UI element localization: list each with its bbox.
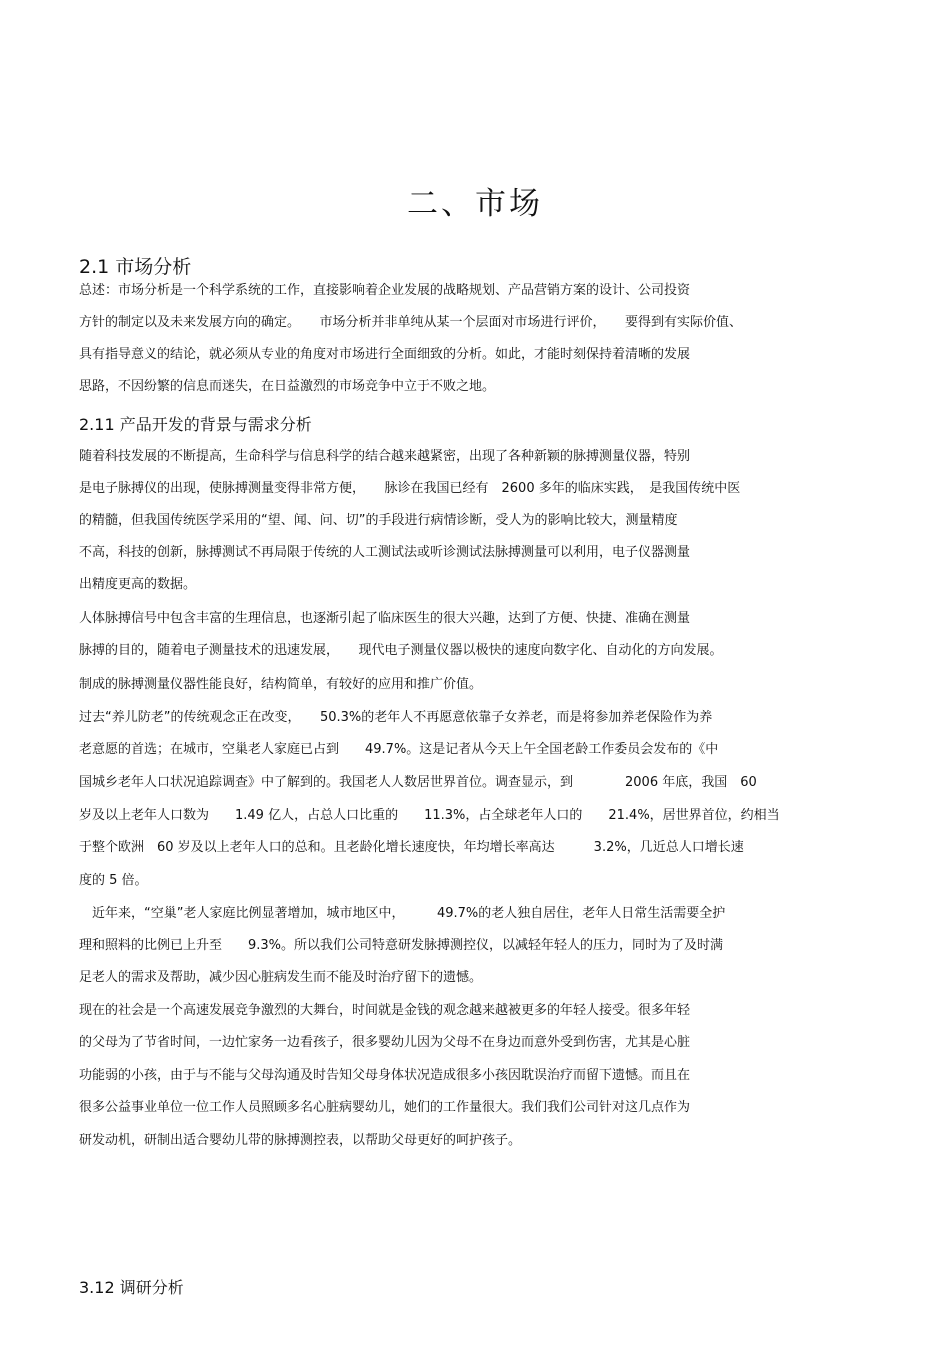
paragraph-line: 出精度更高的数据。 — [79, 577, 197, 592]
paragraph-line: 思路，不因纷繁的信息而迷失，在日益激烈的市场竞争中立于不败之地。 — [79, 379, 496, 394]
paragraph-line: 老意愿的首选；在城市，空巢老人家庭已占到 49.7%。这是记者从今天上午全国老龄工作委员会发布的《中 — [79, 742, 719, 757]
paragraph-line: 随着科技发展的不断提高，生命科学与信息科学的结合越来越紧密，出现了各种新颖的脉搏测量仪器，特别 — [79, 449, 691, 464]
paragraph-line: 足老人的需求及帮助，减少因心脏病发生而不能及时治疗留下的遗憾。 — [79, 970, 483, 985]
section-heading-2-11: 2.11 产品开发的背景与需求分析 — [79, 415, 312, 434]
paragraph-line: 人体脉搏信号中包含丰富的生理信息，也逐渐引起了临床医生的很大兴趣，达到了方便、快捷、准确在测量 — [79, 611, 691, 626]
paragraph-line: 研发动机，研制出适合婴幼儿带的脉搏测控表，以帮助父母更好的呵护孩子。 — [79, 1133, 522, 1148]
paragraph-line: 于整个欧洲 60 岁及以上老年人口的总和。且老龄化增长速度快，年均增长率高达 3.2%，几近总人口增长速 — [79, 840, 744, 855]
paragraph-line: 脉搏的目的，随着电子测量技术的迅速发展， 现代电子测量仪器以极快的速度向数字化、自动化的方向发展。 — [79, 643, 723, 658]
paragraph-line: 理和照料的比例已上升至 9.3%。所以我们公司特意研发脉搏测控仪，以减轻年轻人的压力，同时为了及时满 — [79, 938, 724, 953]
chapter-title: 二、市场 — [407, 186, 543, 222]
section-heading-2-1: 2.1 市场分析 — [79, 256, 192, 278]
paragraph-line: 功能弱的小孩，由于与不能与父母沟通及时告知父母身体状况造成很多小孩因耽误治疗而留下遗憾。而且在 — [79, 1068, 691, 1083]
paragraph-line: 度的 5 倍。 — [79, 873, 148, 888]
paragraph-line: 的父母为了节省时间，一边忙家务一边看孩子，很多婴幼儿因为父母不在身边而意外受到伤害，尤其是心脏 — [79, 1035, 691, 1050]
paragraph-line: 近年来，“空巢”老人家庭比例显著增加，城市地区中， 49.7%的老人独自居住，老年人日常生活需要全护 — [79, 906, 726, 921]
paragraph-line: 岁及以上老年人口数为 1.49 亿人，占总人口比重的 11.3%，占全球老年人口的 21.4%，居世界首位，约相当 — [79, 808, 780, 823]
paragraph-line: 的精髓，但我国传统医学采用的“望、闻、问、切”的手段进行病情诊断，受人为的影响比较大，测量精度 — [79, 513, 678, 528]
paragraph-line: 国城乡老年人口状况追踪调查》中了解到的。我国老人人数居世界首位。调查显示，到 2006 年底，我国 60 — [79, 775, 757, 790]
paragraph-line: 是电子脉搏仪的出现，使脉搏测量变得非常方便， 脉诊在我国已经有 2600 多年的临床实践， 是我国传统中医 — [79, 481, 741, 496]
paragraph-line: 方针的制定以及未来发展方向的确定。 市场分析并非单纯从某一个层面对市场进行评价， 要得到有实际价值、 — [79, 315, 743, 330]
paragraph-line: 很多公益事业单位一位工作人员照顾多名心脏病婴幼儿，她们的工作量很大。我们我们公司针对这几点作为 — [79, 1100, 691, 1115]
paragraph-line: 过去“养儿防老”的传统观念正在改变， 50.3%的老年人不再愿意依靠子女养老，而是将参加养老保险作为养 — [79, 710, 713, 725]
paragraph-line: 现在的社会是一个高速发展竞争激烈的大舞台，时间就是金钱的观念越来越被更多的年轻人接受。很多年轻 — [79, 1003, 691, 1018]
paragraph-line: 具有指导意义的结论，就必须从专业的角度对市场进行全面细致的分析。如此，才能时刻保持着清晰的发展 — [79, 347, 691, 362]
paragraph-line: 不高，科技的创新，脉搏测试不再局限于传统的人工测试法或听诊测试法脉搏测量可以利用，电子仪器测量 — [79, 545, 691, 560]
paragraph-line: 制成的脉搏测量仪器性能良好，结构简单，有较好的应用和推广价值。 — [79, 677, 483, 692]
section-heading-3-12: 3.12 调研分析 — [79, 1278, 184, 1297]
paragraph-line: 总述：市场分析是一个科学系统的工作，直接影响着企业发展的战略规划、产品营销方案的设计、公司投资 — [79, 283, 691, 298]
